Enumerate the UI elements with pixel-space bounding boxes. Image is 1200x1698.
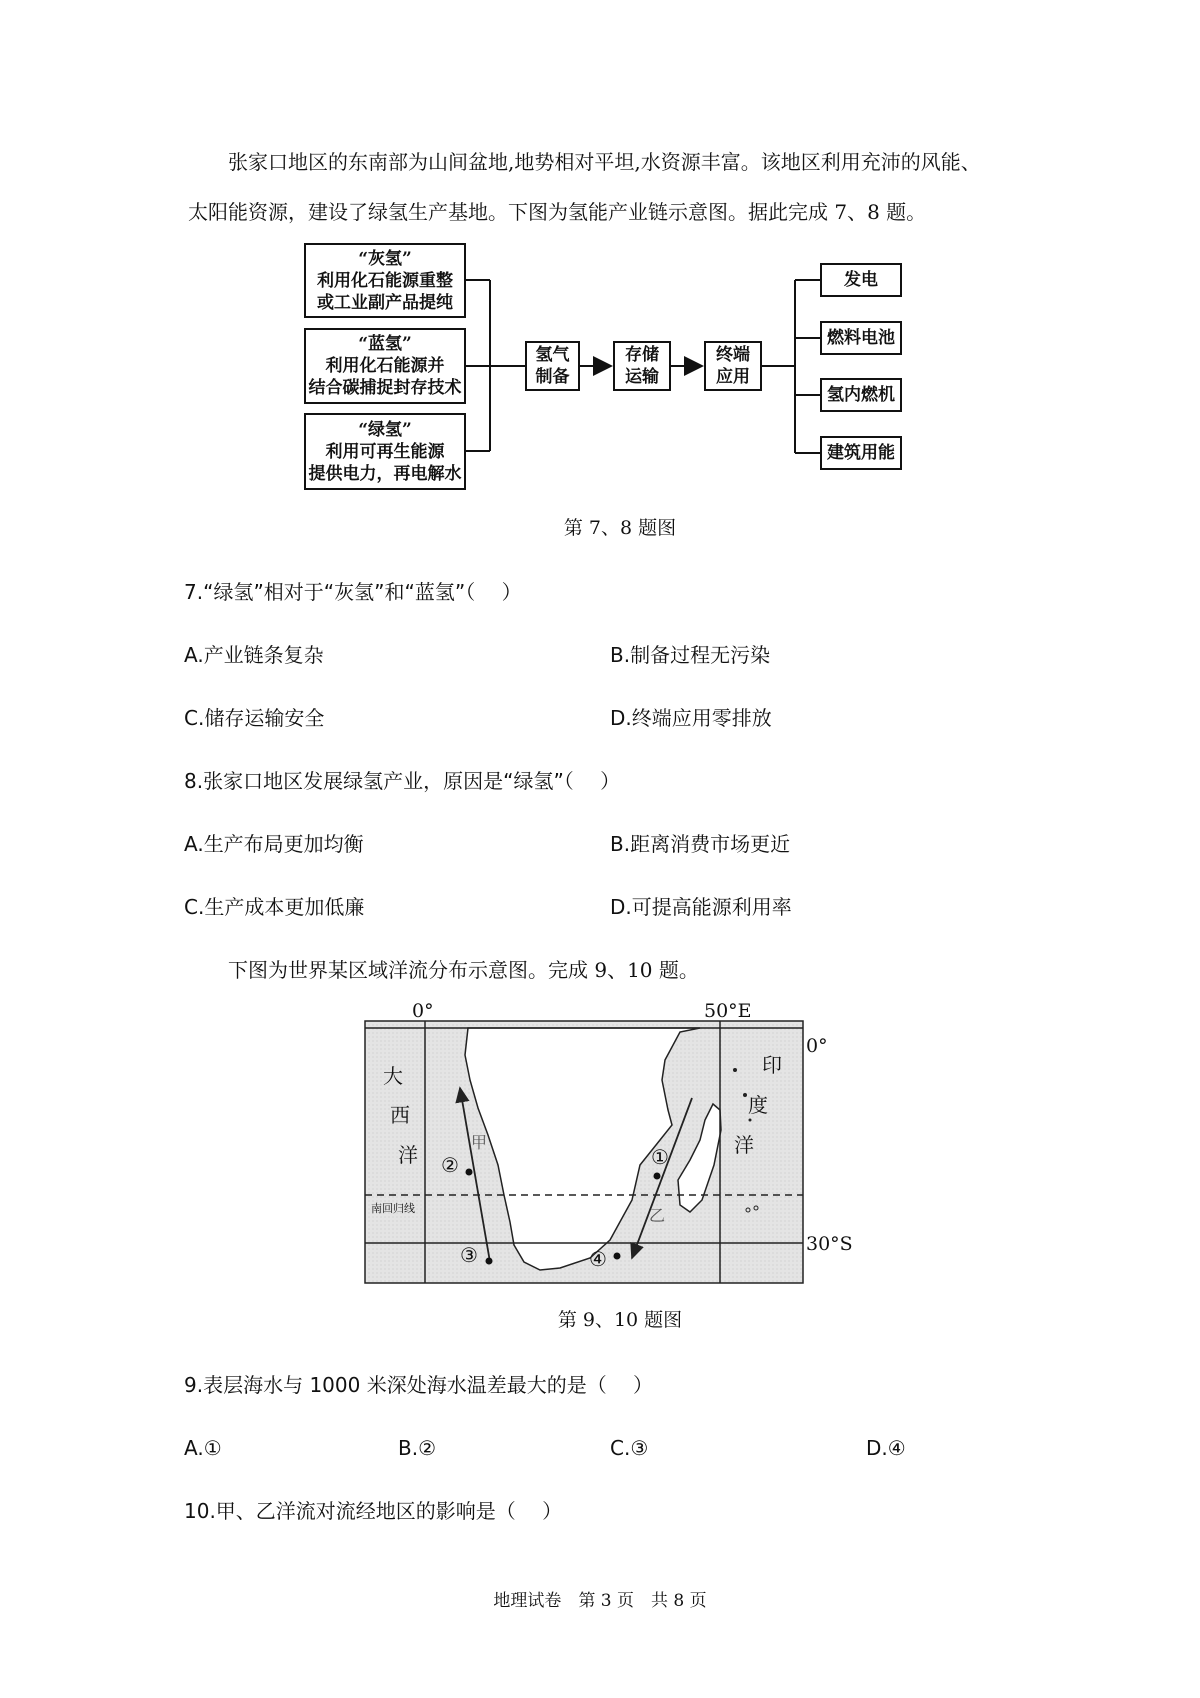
q8-option-c[interactable]: C.生产成本更加低廉 bbox=[184, 895, 365, 919]
intro2-text: 下图为世界某区域洋流分布示意图。完成 9、10 题。 bbox=[228, 958, 699, 982]
lon-0-label: 0° bbox=[412, 1000, 434, 1022]
app-label: 氢内燃机 bbox=[827, 385, 895, 405]
app-label: 燃料电池 bbox=[827, 328, 895, 348]
indian-label-2: 度 bbox=[748, 1093, 768, 1117]
q8-stem: 8.张家口地区发展绿氢产业，原因是“绿氢”（ ） bbox=[184, 769, 621, 793]
source-title: “绿氢” bbox=[358, 419, 412, 440]
app-label: 建筑用能 bbox=[827, 443, 895, 463]
q7-option-c[interactable]: C.储存运输安全 bbox=[184, 706, 325, 730]
point-1-dot bbox=[654, 1173, 661, 1180]
source-title: “蓝氢” bbox=[358, 334, 412, 354]
q7-option-b[interactable]: B.制备过程无污染 bbox=[610, 643, 771, 667]
step-label: 制备 bbox=[535, 367, 570, 387]
current-jia-label: 甲 bbox=[471, 1133, 488, 1152]
q10-stem: 10.甲、乙洋流对流经地区的影响是（ ） bbox=[184, 1499, 563, 1523]
point-4-dot bbox=[614, 1253, 621, 1260]
q9-option-a[interactable]: A.① bbox=[184, 1436, 222, 1460]
lon-50e-label: 50°E bbox=[704, 1000, 752, 1022]
q7-option-d[interactable]: D.终端应用零排放 bbox=[610, 706, 772, 730]
atlantic-label-3: 洋 bbox=[398, 1143, 418, 1167]
source-desc: 利用可再生能源 bbox=[325, 441, 445, 462]
page-footer: 地理试卷 第 3 页 共 8 页 bbox=[493, 1591, 707, 1611]
indian-label-1: 印 bbox=[762, 1053, 782, 1077]
q9-option-b[interactable]: B.② bbox=[398, 1436, 437, 1460]
map-caption: 第 9、10 题图 bbox=[557, 1309, 683, 1331]
point-4-label: ④ bbox=[589, 1247, 607, 1271]
point-3-dot bbox=[486, 1258, 493, 1265]
step-label: 应用 bbox=[716, 367, 750, 387]
point-2-label: ② bbox=[441, 1153, 459, 1177]
q9-option-c[interactable]: C.③ bbox=[610, 1436, 649, 1460]
point-2-dot bbox=[466, 1169, 473, 1176]
source-title: “灰氢” bbox=[358, 248, 412, 269]
source-desc: 提供电力，再电解水 bbox=[308, 463, 462, 484]
q7-option-a[interactable]: A.产业链条复杂 bbox=[184, 643, 324, 667]
indian-label-3: 洋 bbox=[734, 1133, 754, 1157]
q9-stem: 9.表层海水与 1000 米深处海水温差最大的是（ ） bbox=[184, 1373, 654, 1397]
atlantic-label-1: 大 bbox=[383, 1064, 403, 1088]
point-3-label: ③ bbox=[460, 1243, 478, 1267]
q7-stem: 7.“绿氢”相对于“灰氢”和“蓝氢”（ ） bbox=[184, 580, 522, 604]
q8-option-b[interactable]: B.距离消费市场更近 bbox=[610, 832, 791, 856]
step-label: 运输 bbox=[625, 367, 659, 387]
lat-30s-label: 30°S bbox=[806, 1233, 853, 1255]
tropic-label: 南回归线 bbox=[371, 1202, 415, 1215]
q8-option-d[interactable]: D.可提高能源利用率 bbox=[610, 895, 792, 919]
atlantic-label-2: 西 bbox=[390, 1103, 410, 1127]
q9-option-d[interactable]: D.④ bbox=[866, 1436, 906, 1460]
intro-line-1: 张家口地区的东南部为山间盆地,地势相对平坦,水资源丰富。该地区利用充沛的风能、 bbox=[228, 150, 981, 174]
step-label: 终端 bbox=[716, 345, 750, 365]
current-yi-label: 乙 bbox=[649, 1206, 666, 1225]
point-1-label: ① bbox=[651, 1145, 669, 1169]
source-desc: 或工业副产品提纯 bbox=[317, 292, 453, 313]
step-label: 氢气 bbox=[535, 345, 570, 365]
app-label: 发电 bbox=[844, 270, 878, 290]
lat-0-label: 0° bbox=[806, 1035, 828, 1057]
intro-line-2: 太阳能资源，建设了绿氢生产基地。下图为氢能产业链示意图。据此完成 7、8 题。 bbox=[188, 200, 927, 224]
flowchart-caption: 第 7、8 题图 bbox=[563, 517, 677, 539]
source-desc: 利用化石能源重整 bbox=[317, 270, 453, 291]
source-desc: 利用化石能源并 bbox=[325, 356, 445, 376]
q8-option-a[interactable]: A.生产布局更加均衡 bbox=[184, 832, 364, 856]
step-label: 存储 bbox=[625, 345, 659, 365]
source-desc: 结合碳捕捉封存技术 bbox=[308, 378, 462, 398]
